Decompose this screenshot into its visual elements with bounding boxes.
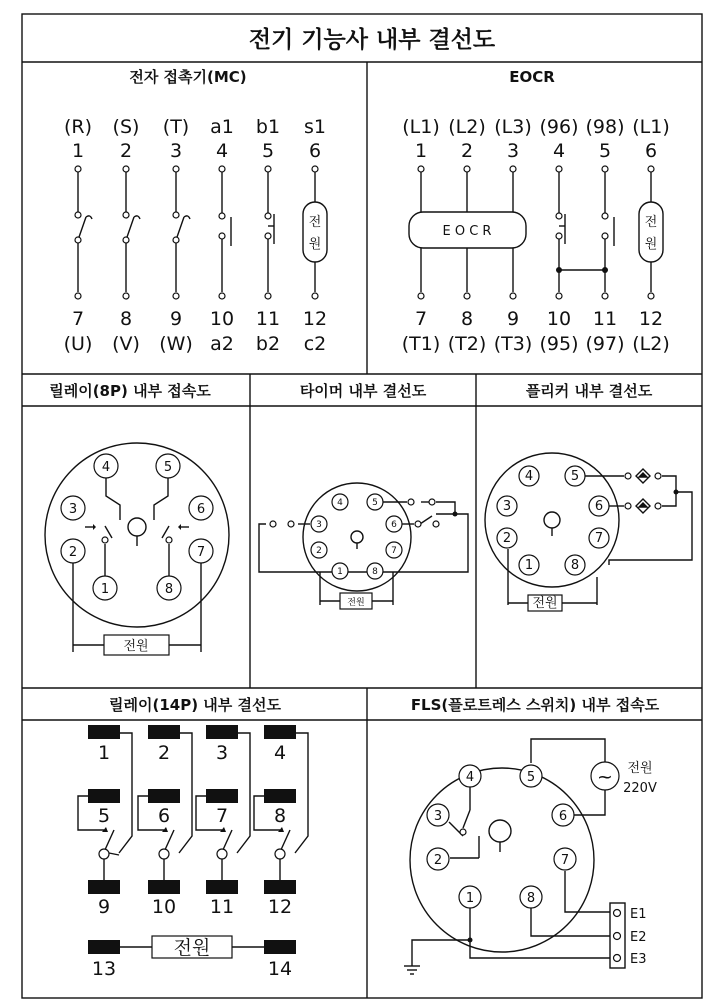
eocr-diagram bbox=[402, 116, 670, 355]
timer-power-label: 전원 bbox=[347, 598, 365, 608]
relay14p-number: 9 bbox=[97, 896, 111, 918]
fls-pin: 6 bbox=[558, 809, 568, 824]
relay14p-number: 12 bbox=[267, 896, 293, 918]
fls-heading: FLS(플로트레스 스위치) 내부 접속도 bbox=[410, 696, 660, 714]
eocr-bottom-label: (95) bbox=[539, 333, 579, 355]
eocr-top-number: 1 bbox=[414, 140, 428, 162]
fls-pin: 4 bbox=[465, 770, 475, 785]
timer-pin: 1 bbox=[337, 567, 343, 577]
timer-pin: 4 bbox=[337, 498, 343, 508]
page-title: 전기 기능사 내부 결선도 bbox=[248, 27, 496, 53]
fls-voltage-label: 220V bbox=[623, 781, 657, 796]
relay14p-diagram bbox=[78, 725, 308, 980]
fls-pin: 7 bbox=[560, 853, 570, 868]
relay8p-pin: 6 bbox=[196, 502, 206, 517]
eocr-bottom-label: (97) bbox=[585, 333, 625, 355]
relay8p-heading: 릴레이(8P) 내부 접속도 bbox=[49, 382, 211, 400]
eocr-coil-text: 원 bbox=[644, 237, 658, 252]
timer-pin: 3 bbox=[316, 520, 322, 530]
fls-electrode: E1 bbox=[630, 907, 647, 922]
fls-pin: 8 bbox=[526, 891, 536, 906]
mc-bottom-label: (W) bbox=[159, 333, 193, 355]
mc-bottom-number: 12 bbox=[302, 308, 328, 330]
fls-pin: 5 bbox=[526, 770, 536, 785]
eocr-bottom-label: (T3) bbox=[493, 333, 533, 355]
flicker-pin: 3 bbox=[502, 499, 512, 514]
mc-bottom-label: b2 bbox=[255, 333, 281, 355]
relay14p-coil-number: 13 bbox=[91, 958, 117, 980]
flicker-pin: 1 bbox=[524, 558, 534, 573]
mc-bottom-label: (U) bbox=[63, 333, 93, 355]
relay14p-number: 6 bbox=[157, 805, 171, 827]
eocr-top-label: (98) bbox=[585, 116, 625, 138]
relay14p-number: 1 bbox=[97, 742, 111, 764]
eocr-bottom-number: 8 bbox=[460, 308, 474, 330]
timer-pin: 8 bbox=[372, 567, 378, 577]
mc-bottom-number: 10 bbox=[209, 308, 235, 330]
timer-heading: 타이머 내부 결선도 bbox=[299, 382, 427, 400]
relay14p-number: 8 bbox=[273, 805, 287, 827]
mc-bottom-label: c2 bbox=[303, 333, 327, 355]
flicker-heading: 플리커 내부 결선도 bbox=[525, 382, 653, 400]
eocr-top-label: (96) bbox=[539, 116, 579, 138]
flicker-power-label: 전원 bbox=[532, 596, 558, 611]
relay14p-number: 10 bbox=[151, 896, 177, 918]
eocr-coil-text: 전 bbox=[644, 215, 658, 230]
relay14p-number: 7 bbox=[215, 805, 229, 827]
fls-diagram bbox=[404, 739, 657, 974]
mc-top-number: 6 bbox=[308, 140, 322, 162]
eocr-top-number: 2 bbox=[460, 140, 474, 162]
mc-top-label: (R) bbox=[63, 116, 93, 138]
mc-top-label: a1 bbox=[210, 116, 234, 138]
relay14p-number: 2 bbox=[157, 742, 171, 764]
flicker-pin: 7 bbox=[594, 531, 604, 546]
eocr-bottom-number: 11 bbox=[592, 308, 618, 330]
eocr-top-label: (L1) bbox=[402, 116, 440, 138]
mc-heading: 전자 접촉기(MC) bbox=[129, 68, 247, 86]
relay8p-pin: 1 bbox=[100, 582, 110, 597]
relay14p-heading: 릴레이(14P) 내부 결선도 bbox=[109, 696, 281, 714]
eocr-top-number: 4 bbox=[552, 140, 566, 162]
mc-coil-text: 원 bbox=[308, 237, 322, 252]
relay8p-power-label: 전원 bbox=[123, 639, 149, 654]
fls-pin: 1 bbox=[465, 891, 475, 906]
relay14p-number: 11 bbox=[209, 896, 235, 918]
relay8p-pin: 5 bbox=[163, 460, 173, 475]
mc-top-number: 5 bbox=[261, 140, 275, 162]
eocr-bottom-number: 12 bbox=[638, 308, 664, 330]
relay14p-coil-number: 14 bbox=[267, 958, 293, 980]
eocr-bottom-label: (L2) bbox=[632, 333, 670, 355]
relay8p-pin: 7 bbox=[196, 545, 206, 560]
relay14p-number: 3 bbox=[215, 742, 229, 764]
mc-bottom-label: a2 bbox=[210, 333, 234, 355]
mc-top-label: (T) bbox=[162, 116, 190, 138]
relay8p-pin: 8 bbox=[164, 582, 174, 597]
flicker-diagram bbox=[485, 453, 692, 611]
relay8p-pin: 2 bbox=[68, 545, 78, 560]
mc-bottom-number: 7 bbox=[71, 308, 85, 330]
mc-top-number: 2 bbox=[119, 140, 133, 162]
flicker-pin: 2 bbox=[502, 531, 512, 546]
timer-pin: 5 bbox=[372, 498, 378, 508]
flicker-pin: 4 bbox=[524, 469, 534, 484]
eocr-bottom-number: 9 bbox=[506, 308, 520, 330]
eocr-top-number: 3 bbox=[506, 140, 520, 162]
eocr-bottom-label: (T2) bbox=[447, 333, 487, 355]
mc-top-label: s1 bbox=[304, 116, 326, 138]
timer-pin: 7 bbox=[391, 546, 397, 556]
eocr-top-number: 5 bbox=[598, 140, 612, 162]
relay8p-pin: 3 bbox=[68, 502, 78, 517]
flicker-pin: 6 bbox=[594, 499, 604, 514]
mc-bottom-label: (V) bbox=[112, 333, 140, 355]
relay8p-pin: 4 bbox=[101, 460, 111, 475]
fls-pin: 2 bbox=[433, 853, 443, 868]
mc-top-label: (S) bbox=[112, 116, 140, 138]
relay14p-number: 5 bbox=[97, 805, 111, 827]
eocr-top-label: (L3) bbox=[494, 116, 532, 138]
fls-electrode: E3 bbox=[630, 952, 647, 967]
timer-pin: 2 bbox=[316, 546, 322, 556]
relay14p-power-label: 전원 bbox=[173, 937, 211, 959]
mc-top-number: 1 bbox=[71, 140, 85, 162]
mc-diagram bbox=[64, 116, 327, 355]
timer-diagram bbox=[259, 483, 468, 609]
relay8p-diagram bbox=[45, 443, 229, 655]
eocr-bottom-number: 7 bbox=[414, 308, 428, 330]
eocr-top-label: (L2) bbox=[448, 116, 486, 138]
eocr-box-label: E O C R bbox=[442, 224, 492, 239]
mc-coil-text: 전 bbox=[308, 215, 322, 230]
flicker-pin: 8 bbox=[570, 558, 580, 573]
mc-bottom-number: 8 bbox=[119, 308, 133, 330]
fls-electrode: E2 bbox=[630, 930, 647, 945]
fls-power-label: 전원 bbox=[627, 761, 653, 776]
eocr-top-number: 6 bbox=[644, 140, 658, 162]
mc-top-number: 4 bbox=[215, 140, 229, 162]
eocr-bottom-number: 10 bbox=[546, 308, 572, 330]
fls-pin: 3 bbox=[433, 809, 443, 824]
mc-top-number: 3 bbox=[169, 140, 183, 162]
eocr-bottom-label: (T1) bbox=[401, 333, 441, 355]
mc-top-label: b1 bbox=[255, 116, 281, 138]
flicker-pin: 5 bbox=[570, 469, 580, 484]
mc-bottom-number: 11 bbox=[255, 308, 281, 330]
eocr-heading: EOCR bbox=[509, 68, 555, 86]
relay14p-number: 4 bbox=[273, 742, 287, 764]
eocr-top-label: (L1) bbox=[632, 116, 670, 138]
mc-bottom-number: 9 bbox=[169, 308, 183, 330]
fls-ac-symbol: ~ bbox=[597, 766, 613, 788]
timer-pin: 6 bbox=[391, 520, 397, 530]
